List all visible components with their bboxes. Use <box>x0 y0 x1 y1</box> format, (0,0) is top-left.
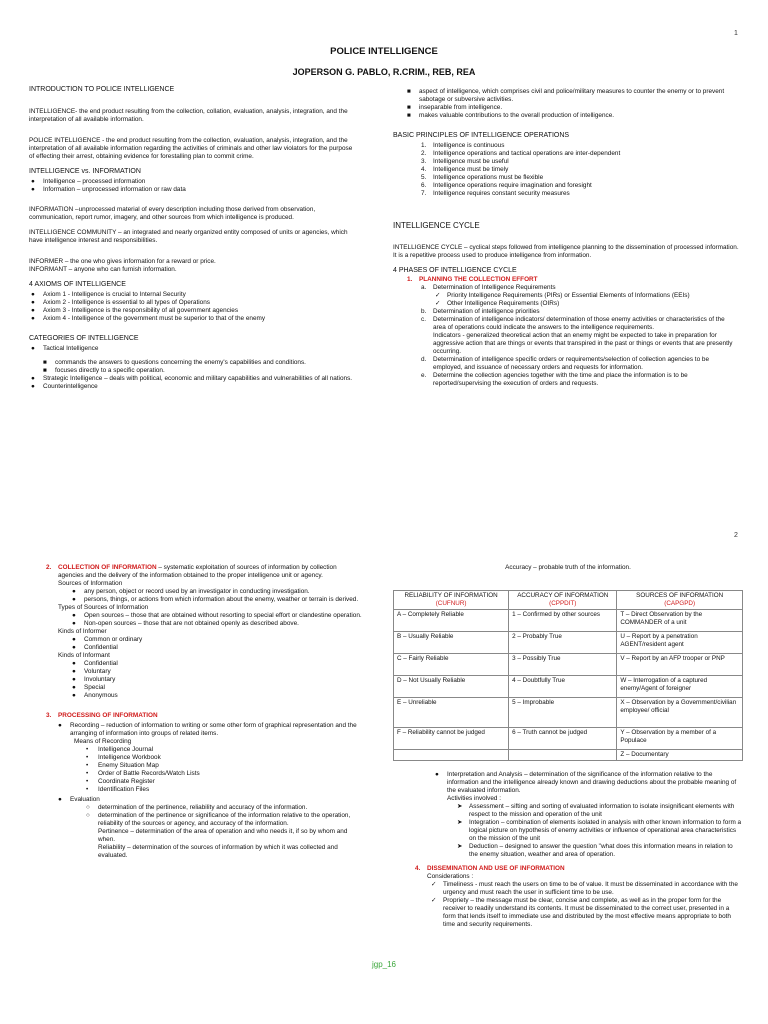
table-row <box>394 610 743 632</box>
list-item: ● Interpretation and Analysis – determination of the significance of the information relative to the information and the intelligence already known and drawing deductions about the probable meaning of the evaluated information. <box>435 771 737 794</box>
list-item: 3. Intelligence must be useful <box>421 158 509 165</box>
planning-steps-cont <box>419 308 739 388</box>
activities-list <box>455 803 743 859</box>
list-item: 5. Intelligence operations must be flexible <box>421 174 544 181</box>
list-item: ● Non-open sources – those that are not obtained openly as described above. <box>72 620 299 627</box>
table-cell: 5 – Improbable <box>509 698 617 728</box>
means-list <box>84 746 362 794</box>
list-item: ● Open sources – those that are obtained without resorting to special effort or clandestine operation. <box>72 612 362 619</box>
interpretation-list <box>433 771 743 795</box>
list-item: ● Axiom 4 - Intelligence of the government must be superior to that of the enemy <box>31 315 266 322</box>
means-heading: Means of Recording <box>74 738 132 745</box>
list-item: • Intelligence Journal <box>86 746 154 753</box>
page-2 <box>0 524 768 1024</box>
list-item: 1. Intelligence is continuous <box>421 142 505 149</box>
list-item: ■ aspect of intelligence, which comprises civil and police/military measures to counter the enemy or to prevent sabotage or subversive activities. <box>407 88 725 103</box>
table-cell: Z – Documentary <box>617 750 743 761</box>
list-item: 1. PLANNING THE COLLECTION EFFORT <box>407 276 538 283</box>
list-item: ■ commands the answers to questions concerning the enemy's capabilities and conditions. <box>43 359 306 366</box>
page-number: 1 <box>734 30 738 37</box>
list-item: ● Evaluation <box>58 796 100 803</box>
list-item: ● Confidential <box>72 644 118 651</box>
list-item: 7. Intelligence requires constant security measures <box>421 190 570 197</box>
footer-label: jgp_16 <box>371 960 397 969</box>
table-header-row <box>394 591 743 610</box>
document-title: POLICE INTELLIGENCE <box>330 46 438 57</box>
informer-definition: INFORMER – the one who gives information for a reward or price. <box>29 258 216 265</box>
considerations-list <box>429 881 743 929</box>
considerations-heading: Considerations : <box>427 873 474 880</box>
list-item: 4. Intelligence must be timely <box>421 166 509 173</box>
table-header: SOURCES OF INFORMATION (CAPGPD) <box>617 591 743 610</box>
table-cell <box>394 750 509 761</box>
informant-kinds-heading: Kinds of Informant <box>58 652 110 659</box>
table-cell: 6 – Truth cannot be judged <box>509 728 617 750</box>
cycle-heading: INTELLIGENCE CYCLE <box>393 221 480 230</box>
types-list <box>70 612 362 628</box>
table-cell: Y – Observation by a member of a Populace <box>617 728 743 750</box>
informant-kinds-list <box>70 660 362 700</box>
list-item: e. Determine the collection agencies together with the time and place the information is to be reported/supervising the execution of orders and requests. <box>421 372 688 387</box>
list-item: ● Involuntary <box>72 676 116 683</box>
table-cell: 3 – Possibly True <box>509 654 617 676</box>
table-header: RELIABILITY OF INFORMATION (CUFNUR) <box>394 591 509 610</box>
table-cell: V – Report by an AFP trooper or PNP <box>617 654 743 676</box>
indicators-text: Indicators - generalized theoretical action that an enemy might be expected to take in preparation for aggressive action that are things or events that transpired in the past or things or events that are presently occurring. <box>433 332 733 355</box>
table-cell: A – Completely Reliable <box>394 610 509 632</box>
types-heading: Types of Sources of Information <box>58 604 149 611</box>
table-cell: 4 – Doubtfully True <box>509 676 617 698</box>
page1-left-column <box>29 86 354 397</box>
list-item: d. Determination of intelligence specific orders or requirements/selection of collection agencies to be employed, and issuance of necessary orders and requests for information. <box>421 356 710 371</box>
principles-heading: BASIC PRINCIPLES OF INTELLIGENCE OPERATIONS <box>393 132 570 139</box>
list-item: 2. Intelligence operations and tactical operations are inter-dependent <box>421 150 621 157</box>
table-header: ACCURACY OF INFORMATION (CPPDIT) <box>509 591 617 610</box>
processing-section <box>44 712 362 720</box>
list-item: ● Axiom 2 - Intelligence is essential to all types of Operations <box>31 299 210 306</box>
table-cell: T – Direct Observation by the COMMANDER of a unit <box>617 610 743 632</box>
list-item: ● Strategic Intelligence – deals with political, economic and military capabilities and vulnerabilities of all nations. <box>31 375 353 382</box>
list-item: ➤ Assessment – sifting and sorting of evaluated information to isolate insignificant elements with respect to the mission and operation of the unit <box>457 803 735 818</box>
intel-vs-info-heading: INTELLIGENCE vs. INFORMATION <box>29 168 141 175</box>
list-item: • Identification Files <box>86 786 150 793</box>
intro-heading: INTRODUCTION TO POLICE INTELLIGENCE <box>29 86 175 93</box>
list-item: ➤ Integration – combination of elements isolated in analysis with other known information to form a logical picture on hypothesis of enemy activities or influence of operational area characteristics on the mission of the unit <box>457 819 742 842</box>
informer-kinds-heading: Kinds of Informer <box>58 628 107 635</box>
list-item: 2. COLLECTION OF INFORMATION – systematic exploitation of sources of information by collection agencies and the delivery of the information obtained to the proper intelligence unit or agency. <box>46 564 337 579</box>
list-item: ✓ Priority Intelligence Requirements (PIRs) or Essential Elements of Informations (EEIs) <box>435 292 690 299</box>
table-row <box>394 750 743 761</box>
tactical-sublist <box>41 359 354 375</box>
table-row <box>394 728 743 750</box>
reliability-text: Reliability – determination of the sources of information by which it was collected and evaluated. <box>98 844 338 859</box>
intelligence-definition: INTELLIGENCE- the end product resulting from the collection, collation, evaluation, analysis, integration, and the interpretation of all available information. <box>29 108 348 123</box>
axioms-heading: 4 AXIOMS OF INTELLIGENCE <box>29 281 126 288</box>
table-cell: W – Interrogation of a captured enemy/Agent of foreigner <box>617 676 743 698</box>
cycle-definition: INTELLIGENCE CYCLE – cyclical steps followed from intelligence planning to the dissemination of processed information. It is a repetitive process used to produce intelligence from information. <box>393 244 739 259</box>
table-cell: E – Unreliable <box>394 698 509 728</box>
list-item: 3. PROCESSING OF INFORMATION <box>46 712 158 719</box>
informant-definition: INFORMANT – anyone who can furnish information. <box>29 266 177 273</box>
list-item: ● Recording – reduction of information to writing or some other form of graphical representation and the arranging of information into groups of related items. <box>58 722 357 737</box>
list-item: ● Special <box>72 684 105 691</box>
evaluation-table <box>393 590 743 761</box>
accuracy-line: Accuracy – probable truth of the information. <box>505 564 631 571</box>
list-item: ● Information – unprocessed information or raw data <box>31 186 186 193</box>
police-intelligence-definition: POLICE INTELLIGENCE - the end product resulting from the collection, evaluation, analysis, integration, and the interpretation of all available information regarding the activities of criminals and other law violators for the purpose of effecting their arrest, obtaining evidence for forestalling plan to commit crime. <box>29 137 353 160</box>
list-item: 4. DISSEMINATION AND USE OF INFORMATION <box>415 865 565 872</box>
list-item: ■ focuses directly to a specific operation. <box>43 367 165 374</box>
list-item: ✓ Other Intelligence Requirements (OIRs) <box>435 300 560 307</box>
sources-list <box>70 588 362 604</box>
collection-section <box>44 564 362 580</box>
table-row <box>394 654 743 676</box>
table-cell: 2 – Probably True <box>509 632 617 654</box>
list-item: • Coordinate Register <box>86 778 155 785</box>
dissemination-section <box>413 865 743 873</box>
list-item: a. Determination of Intelligence Requirements <box>421 284 556 291</box>
axioms-list <box>29 291 354 323</box>
phases-heading: 4 PHASES OF INTELLIGENCE CYCLE <box>393 267 517 274</box>
table-cell: C – Fairly Reliable <box>394 654 509 676</box>
list-item: ■ makes valuable contributions to the overall production of intelligence. <box>407 112 615 119</box>
requirements-list <box>433 292 739 308</box>
list-item: ● Confidential <box>72 660 118 667</box>
sources-heading: Sources of Information <box>58 580 123 587</box>
list-item: ○ determination of the pertinence or significance of the information relative to the operation, reliability of the sources or agency, and accuracy of the information. <box>86 812 351 827</box>
author-line: JOPERSON G. PABLO, R.CRIM., REB, REA <box>292 67 476 77</box>
pertinence-text: Pertinence – determination of the area of operation and who needs it, if so by whom and when. <box>98 828 348 843</box>
list-item: b. Determination of intelligence priorities <box>421 308 540 315</box>
list-item: ● Common or ordinary <box>72 636 143 643</box>
list-item: ● Counterintelligence <box>31 383 98 390</box>
list-item: ● persons, things, or actions from which information about the enemy, weather or terrain is derived. <box>72 596 359 603</box>
list-item: ■ inseparable from intelligence. <box>407 104 503 111</box>
list-item: ● Voluntary <box>72 668 111 675</box>
informer-kinds-list <box>70 636 362 652</box>
list-item: c. Determination of intelligence indicators/ determination of those enemy activities or characteristics of the area of operations could indicate the answers to the intelligence requirements. Indicators - generalized theoretical action that an enemy might be expected to take in preparation for aggressive action that are things or events that transpired in the past or things or events that are presently occurring. <box>421 316 733 355</box>
table-row <box>394 698 743 728</box>
list-item: ➤ Deduction – designed to answer the question "what does this information means in relation to the enemy situation, weather and area of operation. <box>457 843 733 858</box>
table-cell: D – Not Usually Reliable <box>394 676 509 698</box>
page1-right-column <box>393 88 739 394</box>
list-item: ✓ Propriety – the message must be clear, concise and complete, as well as in the proper form for the receiver to readily understand its contents. It must be disseminated to the correct user, presented in a form that lends itself to immediate use and distributed by the most effective means appropriate to both time and security requirements. <box>431 897 731 928</box>
categories-list <box>29 345 354 353</box>
table-cell: F – Reliability cannot be judged <box>394 728 509 750</box>
table-cell: X – Observation by a Government/civilian employee/ official <box>617 698 743 728</box>
planning-steps <box>419 284 739 292</box>
table-row <box>394 632 743 654</box>
table-cell: B – Usually Reliable <box>394 632 509 654</box>
list-item: • Order of Battle Records/Watch Lists <box>86 770 200 777</box>
community-definition: INTELLIGENCE COMMUNITY – an integrated and nearly organized entity composed of units or agencies, which have intelligence interest and responsibilities. <box>29 229 348 244</box>
counterintelligence-list <box>405 88 739 120</box>
table-cell: U – Report by a penetration AGENT/resident agent <box>617 632 743 654</box>
list-item: ● Axiom 1 - Intelligence is crucial to Internal Security <box>31 291 186 298</box>
page2-left-column <box>44 564 362 860</box>
activities-heading: Activities involved : <box>447 795 501 802</box>
evaluation-list <box>56 796 362 804</box>
list-item: ● Anonymous <box>72 692 118 699</box>
table-cell <box>509 750 617 761</box>
categories-list-cont <box>29 375 354 391</box>
evaluation-sublist <box>84 804 362 828</box>
list-item: ✓ Timeliness - must reach the users on time to be of value. It must be disseminated in accordance with the urgency and must reach the user in sufficient time to be use. <box>431 881 738 896</box>
recording-list <box>56 722 362 738</box>
principles-list <box>419 142 739 198</box>
table-cell: 1 – Confirmed by other sources <box>509 610 617 632</box>
table-row <box>394 676 743 698</box>
page-number: 2 <box>734 532 738 539</box>
intel-vs-info-list <box>29 178 354 194</box>
list-item: • Enemy Situation Map <box>86 762 159 769</box>
list-item: ● any person, object or record used by an investigator in conducting investigation. <box>72 588 310 595</box>
information-definition: INFORMATION –unprocessed material of every description including those derived from observation, communication, report rumor, imagery, and other sources from which intelligence is produced. <box>29 206 316 221</box>
page2-right-column <box>393 564 743 935</box>
list-item: ● Intelligence – processed information <box>31 178 146 185</box>
phase-1 <box>405 276 739 284</box>
list-item: ○ determination of the pertinence, reliability and accuracy of the information. <box>86 804 308 811</box>
list-item: 6. Intelligence operations require imagination and foresight <box>421 182 592 189</box>
categories-heading: CATEGORIES OF INTELLIGENCE <box>29 335 139 342</box>
list-item: ● Tactical Intelligence <box>31 345 99 352</box>
list-item: • Intelligence Workbook <box>86 754 161 761</box>
list-item: ● Axiom 3 - Intelligence is the responsibility of all government agencies <box>31 307 239 314</box>
